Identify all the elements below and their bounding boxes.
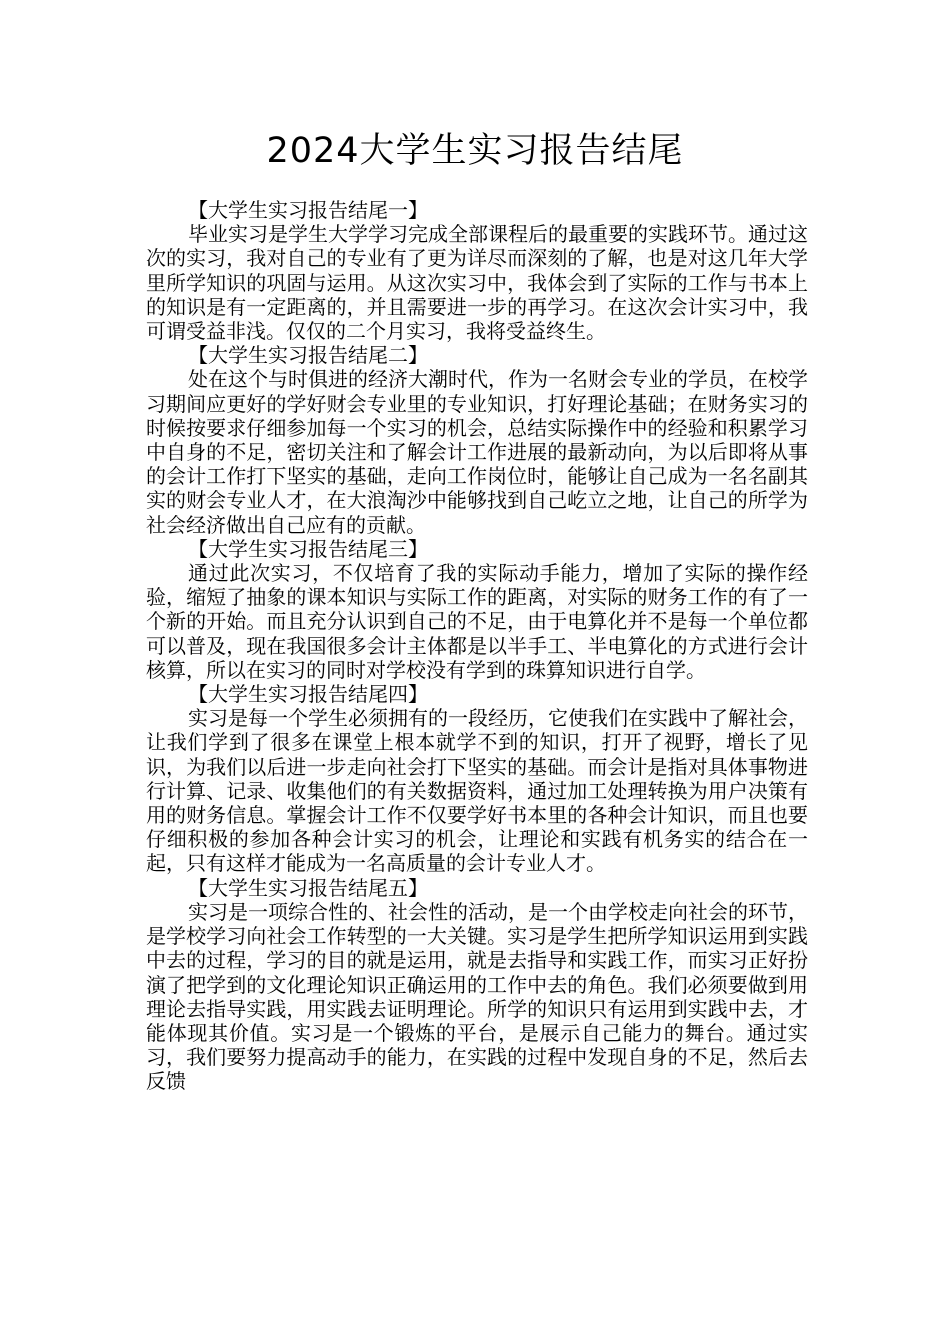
- section-heading-2: 【大学生实习报告结尾二】: [188, 343, 428, 368]
- section-heading-1: 【大学生实习报告结尾一】: [188, 198, 428, 222]
- document-title: 2024大学生实习报告结尾: [266, 131, 684, 171]
- document-body: [146, 198, 808, 1094]
- section-paragraph-4: 实习是每一个学生必须拥有的一段经历，它使我们在实践中了解社会，让我们学到了很多在课堂上根本就学不到的知识，打开了视野，增长了见识，为我们以后进一步走向社会打下坚实的基础。而会计是指对具体事物进行计算、记录、收集他们的有关数据资料，通过加工处理转换为用户决策有用的财务信息。掌握会计工作不仅要学好书本里的各种会计知识，而且也要仔细积极的参加各种会计实习的机会，让理论和实践有机务实的结合在一起，只有这样才能成为一名高质量的会计专业人才。: [146, 706, 808, 876]
- section-heading-5: 【大学生实习报告结尾五】: [188, 875, 428, 900]
- section-heading-4: 【大学生实习报告结尾四】: [188, 682, 428, 707]
- section-heading-3: 【大学生实习报告结尾三】: [188, 536, 428, 561]
- section-paragraph-3: 通过此次实习，不仅培育了我的实际动手能力，增加了实际的操作经验，缩短了抽象的课本知识与实际工作的距离，对实际的财务工作的有了一个新的开始。而且充分认识到自己的不足，由于电算化并不是每一个单位都可以普及，现在我国很多会计主体都是以半手工、半电算化的方式进行会计核算，所以在实习的同时对学校没有学到的珠算知识进行自学。: [146, 561, 808, 682]
- section-paragraph-2: 处在这个与时俱进的经济大潮时代，作为一名财会专业的学员，在校学习期间应更好的学好财会专业里的专业知识，打好理论基础；在财务实习的时候按要求仔细参加每一个实习的机会，总结实际操作中的经验和积累学习中自身的不足，密切关注和了解会计工作进展的最新动向，为以后即将从事的会计工作打下坚实的基础，走向工作岗位时，能够让自己成为一名名副其实的财会专业人才，在大浪淘沙中能够找到自己屹立之地，让自己的所学为社会经济做出自己应有的贡献。: [146, 367, 808, 537]
- section-paragraph-5: 实习是一项综合性的、社会性的活动，是一个由学校走向社会的环节，是学校学习向社会工作转型的一大关键。实习是学生把所学知识运用到实践中去的过程，学习的目的就是运用，就是去指导和实践工作，而实习正好扮演了把学到的文化理论知识正确运用的工作中去的角色。我们必须要做到用理论去指导实践，用实践去证明理论。所学的知识只有运用到实践中去，才能体现其价值。实习是一个锻炼的平台，是展示自己能力的舞台。通过实习，我们要努力提高动手的能力，在实践的过程中发现自身的不足，然后去反馈: [146, 899, 808, 1094]
- section-paragraph-1: 毕业实习是学生大学学习完成全部课程后的最重要的实践环节。通过这次的实习，我对自己的专业有了更为详尽而深刻的了解，也是对这几年大学里所学知识的巩固与运用。从这次实习中，我体会到了实际的工作与书本上的知识是有一定距离的，并且需要进一步的再学习。在这次会计实习中，我可谓受益非浅。仅仅的二个月实习，我将受益终生。: [146, 222, 808, 344]
